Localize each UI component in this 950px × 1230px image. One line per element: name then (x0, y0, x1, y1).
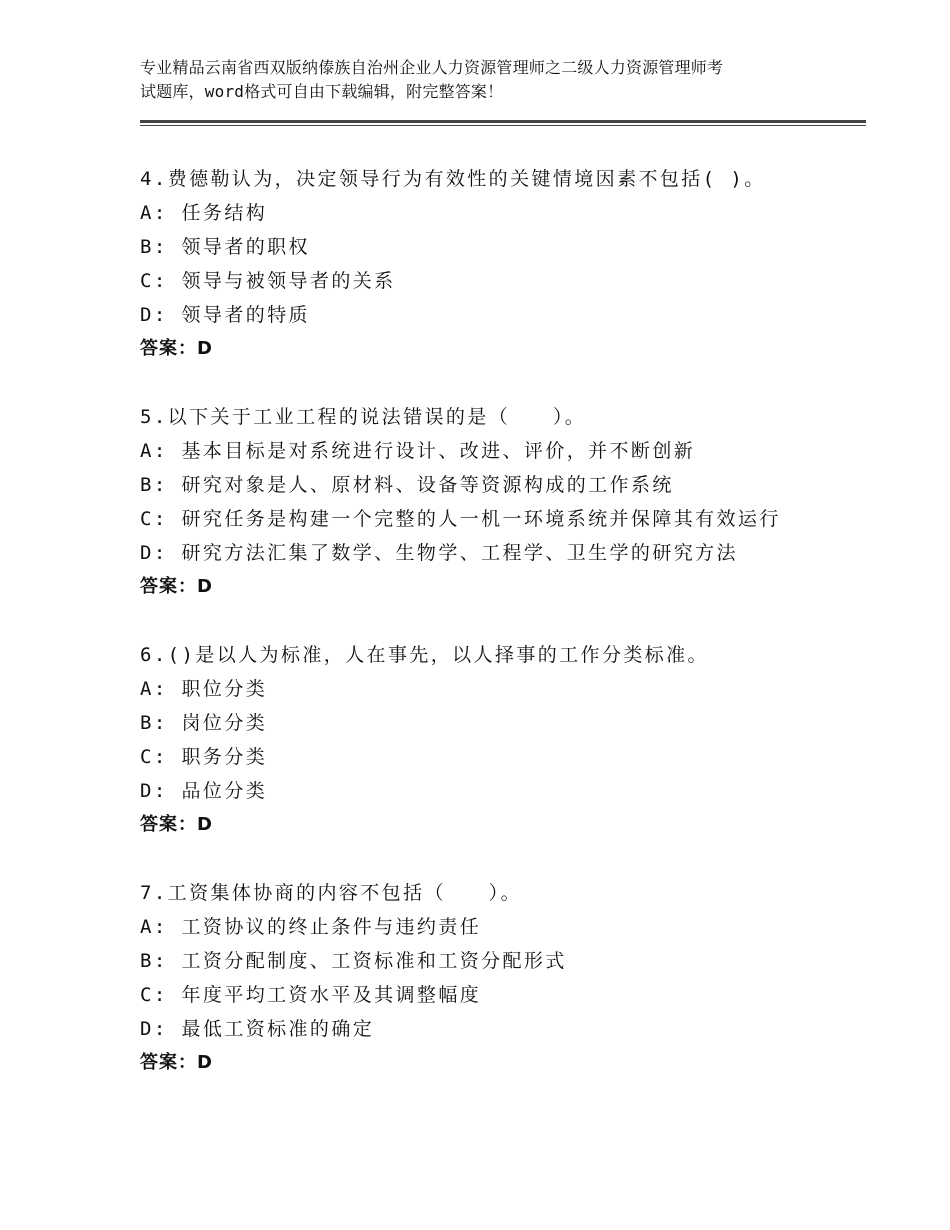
document-header (140, 56, 840, 104)
option-c: C: 领导与被领导者的关系 (140, 270, 396, 292)
question-stem: 5.以下关于工业工程的说法错误的是（ ）。 (140, 406, 587, 428)
header-line-2: 试题库，word格式可自由下载编辑，附完整答案！ (140, 82, 504, 101)
option-d: D: 品位分类 (140, 780, 268, 802)
option-d: D: 领导者的特质 (140, 304, 310, 326)
question-list (140, 162, 866, 1114)
question-stem: 6.()是以人为标准，人在事先，以人择事的工作分类标准。 (140, 644, 709, 666)
option-c: C: 研究任务是构建一个完整的人一机一环境系统并保障其有效运行 (140, 508, 781, 530)
option-b: B: 研究对象是人、原材料、设备等资源构成的工作系统 (140, 474, 674, 496)
header-rule-thick (140, 120, 866, 123)
option-b: B: 岗位分类 (140, 712, 268, 734)
option-d: D: 最低工资标准的确定 (140, 1018, 375, 1040)
header-line-1: 专业精品云南省西双版纳傣族自治州企业人力资源管理师之二级人力资源管理师考 (140, 58, 724, 77)
answer-label: 答案：D (140, 576, 213, 597)
question-item (140, 162, 866, 366)
question-stem: 4.费德勒认为，决定领导行为有效性的关键情境因素不包括( )。 (140, 168, 766, 190)
question-item (140, 638, 866, 842)
header-rule-thin (140, 125, 866, 126)
question-item (140, 400, 866, 604)
option-a: A: 工资协议的终止条件与违约责任 (140, 916, 482, 938)
answer-label: 答案：D (140, 1052, 213, 1073)
option-b: B: 工资分配制度、工资标准和工资分配形式 (140, 950, 567, 972)
answer-label: 答案：D (140, 338, 213, 359)
option-d: D: 研究方法汇集了数学、生物学、工程学、卫生学的研究方法 (140, 542, 738, 564)
option-a: A: 基本目标是对系统进行设计、改进、评价，并不断创新 (140, 440, 696, 462)
question-stem: 7.工资集体协商的内容不包括（ ）。 (140, 882, 522, 904)
option-b: B: 领导者的职权 (140, 236, 310, 258)
answer-label: 答案：D (140, 814, 213, 835)
option-c: C: 年度平均工资水平及其调整幅度 (140, 984, 482, 1006)
option-c: C: 职务分类 (140, 746, 268, 768)
question-item (140, 876, 866, 1080)
option-a: A: 任务结构 (140, 202, 268, 224)
option-a: A: 职位分类 (140, 678, 268, 700)
